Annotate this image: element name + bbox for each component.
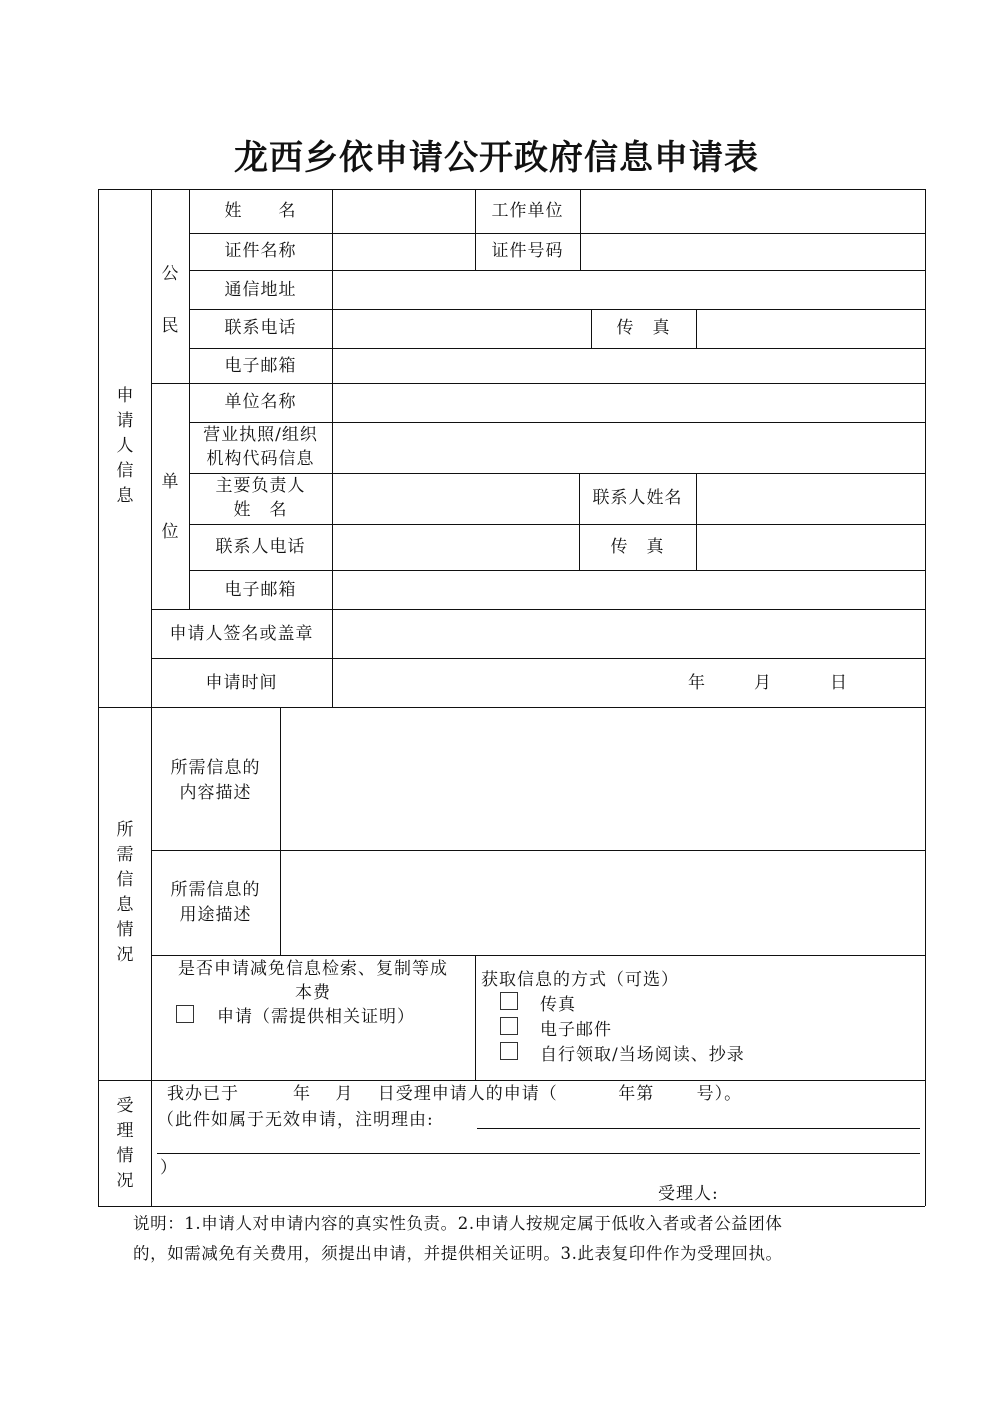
acceptance-section-label: 受理情况 [116,1096,134,1191]
divider [696,309,697,348]
content-description-input[interactable] [284,710,926,851]
closing-paren: ） [160,1158,178,1178]
method-email-checkbox[interactable] [500,1017,518,1035]
reason-underline [157,1153,920,1154]
content-label-line2: 内容描述 [179,783,252,803]
divider [189,309,925,310]
leader-name-input[interactable] [335,476,580,524]
date-label: 申请时间 [205,673,278,693]
email-input[interactable] [335,351,926,383]
divider [189,233,925,234]
reason-underline [477,1128,920,1129]
address-input[interactable] [335,273,926,309]
fee-waiver-checkbox[interactable] [176,1005,194,1023]
info-section-label: 所需信息情况 [116,820,134,965]
id-number-input[interactable] [583,236,926,270]
organization-label: 单位 [161,472,179,542]
org-name-input[interactable] [335,386,926,422]
divider [280,707,281,955]
method-label: 获取信息的方式（可选） [481,970,679,990]
applicant-section-label: 申请人信息 [116,386,134,506]
invalid-reason-label: （此件如属于无效申请，注明理由: [157,1110,434,1130]
citizen-label: 公民 [161,264,179,336]
notes-line2: 的，如需减免有关费用，须提出申请，并提供相关证明。3.此表复印件作为受理回执。 [133,1244,783,1263]
id-type-input[interactable] [335,236,476,270]
address-label: 通信地址 [224,280,297,300]
divider [151,609,925,610]
method-pickup-checkbox[interactable] [500,1042,518,1060]
divider [151,189,152,1206]
purpose-label-line2: 用途描述 [179,905,252,925]
employer-label: 工作单位 [491,201,564,221]
table-border-bottom [98,1206,925,1207]
divider [332,189,333,707]
contact-name-input[interactable] [699,476,926,524]
acceptance-statement: 我办已于 年 月 日受理申请人的申请（ 年第 号）。 [167,1084,743,1104]
date-day-label: 日 [830,673,848,693]
fee-label-line1: 是否申请减免信息检索、复制等成 [178,959,448,979]
form-title: 龙西乡依申请公开政府信息申请表 [234,138,759,178]
contact-phone-label: 联系人电话 [215,537,306,557]
org-fax-label: 传 真 [610,537,665,557]
phone-input[interactable] [335,312,592,348]
divider [98,1080,925,1081]
phone-label: 联系电话 [224,318,297,338]
method-fax-label: 传真 [540,995,576,1015]
method-email-label: 电子邮件 [540,1020,612,1040]
name-input[interactable] [335,192,476,232]
invalid-reason-input[interactable] [479,1106,923,1128]
signature-label: 申请人签名或盖章 [169,624,314,644]
name-label: 姓 名 [224,201,297,221]
divider [189,348,925,349]
license-label-line1: 营业执照/组织 [203,425,318,445]
divider [696,473,697,570]
license-label-line2: 机构代码信息 [206,449,315,469]
table-border-left [98,189,99,1206]
org-email-input[interactable] [335,573,926,609]
divider [151,383,925,384]
fee-label-line2: 本费 [295,983,331,1003]
fee-waiver-option-label: 申请（需提供相关证明） [217,1007,415,1027]
divider [189,270,925,271]
divider [580,189,581,270]
method-pickup-label: 自行领取/当场阅读、抄录 [540,1045,745,1065]
org-name-label: 单位名称 [224,392,297,412]
content-label-line1: 所需信息的 [170,758,261,778]
divider [189,524,925,525]
purpose-description-input[interactable] [284,853,926,956]
divider [98,707,925,708]
license-input[interactable] [335,425,926,473]
id-type-label: 证件名称 [224,241,297,261]
purpose-label-line1: 所需信息的 [170,880,261,900]
leader-label-line1: 主要负责人 [215,476,306,496]
method-fax-checkbox[interactable] [500,992,518,1010]
table-border-top [98,189,925,190]
fax-label: 传 真 [616,318,671,338]
divider [189,570,925,571]
divider [151,658,925,659]
contact-phone-input[interactable] [335,527,580,570]
handler-label: 受理人: [658,1184,719,1204]
divider [475,955,476,1080]
org-fax-input[interactable] [699,527,926,570]
signature-field[interactable] [335,612,922,656]
leader-label-line2: 姓 名 [233,500,288,520]
org-email-label: 电子邮箱 [224,580,297,600]
date-year-label: 年 [688,673,706,693]
fax-input[interactable] [699,312,926,348]
contact-name-label: 联系人姓名 [592,488,683,508]
employer-input[interactable] [583,192,926,232]
date-month-label: 月 [754,673,772,693]
email-label: 电子邮箱 [224,356,297,376]
notes-line1: 说明：1.申请人对申请内容的真实性负责。2.申请人按规定属于低收入者或者公益团体 [133,1214,783,1233]
id-number-label: 证件号码 [491,241,564,261]
